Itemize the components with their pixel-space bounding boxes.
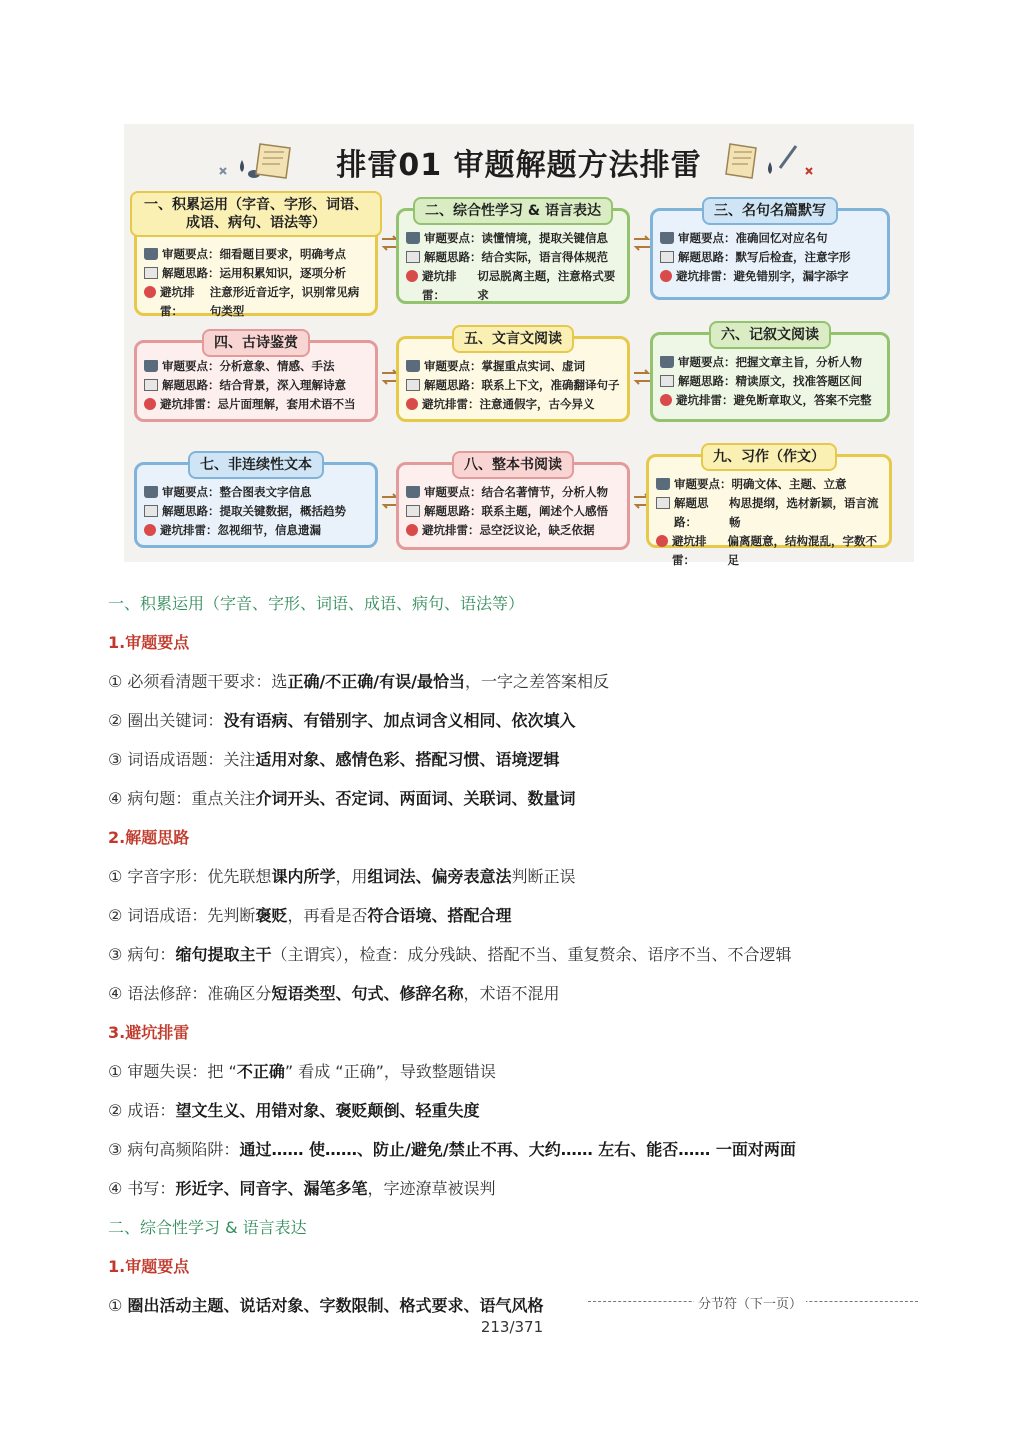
pencil-icon (656, 497, 670, 509)
card-row: 审题要点： 分析意象、情感、手法 (144, 357, 369, 376)
card-row: 避坑排雷： 切忌脱离主题，注意格式要求 (406, 267, 621, 305)
subheading-2: 2.解题思路 (108, 828, 190, 847)
scroll-brush-decoration-icon (722, 138, 822, 182)
card-9-rows (656, 475, 883, 570)
card-row: 解题思路： 结合背景，深入理解诗意 (144, 376, 369, 395)
card-6-title: 六、记叙文阅读 (709, 321, 831, 349)
card-row: 审题要点： 结合名著情节，分析人物 (406, 483, 621, 502)
section-break-label: 分节符（下一页） (694, 1293, 806, 1312)
card-8-title: 八、整本书阅读 (452, 451, 574, 479)
warning-icon (660, 394, 672, 406)
subheading-3: 3.避坑排雷 (108, 1023, 190, 1042)
pencil-icon (144, 379, 158, 391)
card-row: 避坑排雷： 忌片面理解，套用术语不当 (144, 395, 369, 414)
card-row: 审题要点： 明确文体、主题、立意 (656, 475, 883, 494)
card-row: 解题思路： 构思提纲，选材新颖，语言流畅 (656, 494, 883, 532)
card-1 (134, 196, 378, 316)
book-icon (144, 486, 158, 498)
card-row: 避坑排雷： 忽视细节，信息遗漏 (144, 521, 369, 540)
list-item: ④ 书写：形近字、同音字、漏笔多笔，字迹潦草被误判 (108, 1179, 496, 1198)
double-arrow-icon (632, 234, 652, 252)
card-2-rows (406, 229, 621, 305)
card-4-rows (144, 357, 369, 414)
card-row: 解题思路： 运用积累知识，逐项分析 (144, 264, 369, 283)
infographic (124, 124, 914, 567)
card-row: 解题思路： 联系主题，阐述个人感悟 (406, 502, 621, 521)
pencil-icon (144, 505, 158, 517)
list-item: ③ 词语成语题：关注适用对象、感情色彩、搭配习惯、语境逻辑 (108, 750, 560, 769)
card-row: 解题思路： 结合实际，语言得体规范 (406, 248, 621, 267)
card-5-title: 五、文言文阅读 (452, 325, 574, 353)
card-row: 避坑排雷： 避免错别字，漏字添字 (660, 267, 881, 286)
warning-icon (406, 398, 418, 410)
section-heading-1: 一、积累运用（字音、字形、词语、成语、病句、语法等） (108, 594, 525, 613)
pencil-icon (406, 379, 420, 391)
list-item: ④ 语法修辞：准确区分短语类型、句式、修辞名称，术语不混用 (108, 984, 560, 1003)
card-8 (396, 457, 630, 550)
pencil-icon (660, 251, 674, 263)
pencil-icon (660, 375, 674, 387)
card-row: 解题思路： 联系上下文，准确翻译句子 (406, 376, 621, 395)
card-row: 避坑排雷： 注意形近音近字，识别常见病句类型 (144, 283, 369, 321)
card-row: 避坑排雷： 注意通假字，古今异义 (406, 395, 621, 414)
card-8-rows (406, 483, 621, 540)
book-icon (144, 360, 158, 372)
book-icon (406, 360, 420, 372)
subheading-4: 1.审题要点 (108, 1257, 190, 1276)
subheading-1: 1.审题要点 (108, 633, 190, 652)
card-row: 审题要点： 整合图表文字信息 (144, 483, 369, 502)
card-3-title: 三、名句名篇默写 (702, 197, 838, 225)
card-row: 解题思路： 提取关键数据，概括趋势 (144, 502, 369, 521)
section-heading-2: 二、综合性学习 & 语言表达 (108, 1218, 307, 1237)
card-1-rows (144, 245, 369, 321)
card-row: 避坑排雷： 忌空泛议论，缺乏依据 (406, 521, 621, 540)
card-row: 审题要点： 细看题目要求，明确考点 (144, 245, 369, 264)
warning-icon (406, 524, 418, 536)
card-3 (650, 203, 890, 300)
list-item: ① 审题失误：把 “不正确” 看成 “正确”，导致整题错误 (108, 1062, 496, 1081)
book-icon (660, 232, 674, 244)
card-2 (396, 203, 630, 304)
card-2-title: 二、综合性学习 & 语言表达 (413, 197, 613, 225)
card-row: 审题要点： 读懂情境，提取关键信息 (406, 229, 621, 248)
list-item: ① 圈出活动主题、说话对象、字数限制、格式要求、语气风格 (108, 1296, 544, 1315)
card-row: 审题要点： 掌握重点实词、虚词 (406, 357, 621, 376)
list-item: ③ 病句：缩句提取主干（主谓宾），检查：成分残缺、搭配不当、重复赘余、语序不当、不合逻辑 (108, 945, 792, 964)
card-3-rows (660, 229, 881, 286)
book-icon (406, 232, 420, 244)
double-arrow-icon (632, 368, 652, 386)
card-row: 避坑排雷： 避免断章取义，答案不完整 (660, 391, 881, 410)
card-4-title: 四、古诗鉴赏 (202, 329, 310, 357)
list-item: ① 必须看清题干要求：选正确/不正确/有误/最恰当，一字之差答案相反 (108, 672, 609, 691)
warning-icon (656, 535, 668, 547)
card-4 (134, 335, 378, 422)
pencil-icon (144, 267, 158, 279)
book-icon (406, 486, 420, 498)
pencil-icon (406, 505, 420, 517)
warning-icon (144, 286, 156, 298)
card-9-title: 九、习作（作文） (701, 443, 837, 471)
card-row: 审题要点： 把握文章主旨，分析人物 (660, 353, 881, 372)
list-item: ② 成语：望文生义、用错对象、褒贬颠倒、轻重失度 (108, 1101, 480, 1120)
card-7-rows (144, 483, 369, 540)
card-row: 审题要点： 准确回忆对应名句 (660, 229, 881, 248)
list-item: ① 字音字形：优先联想课内所学，用组词法、偏旁表意法判断正误 (108, 867, 576, 886)
card-6-rows (660, 353, 881, 410)
warning-icon (660, 270, 672, 282)
card-7-title: 七、非连续性文本 (188, 451, 324, 479)
card-row: 解题思路： 默写后检查，注意字形 (660, 248, 881, 267)
list-item: ② 圈出关键词：没有语病、有错别字、加点词含义相同、依次填入 (108, 711, 576, 730)
infographic-title: 排雷01 审题解题方法排雷 (336, 148, 702, 183)
card-5 (396, 331, 630, 422)
warning-icon (406, 270, 418, 282)
card-7 (134, 457, 378, 548)
book-icon (656, 478, 670, 490)
card-row: 避坑排雷： 偏离题意，结构混乱，字数不足 (656, 532, 883, 570)
card-5-rows (406, 357, 621, 414)
card-6 (650, 327, 890, 422)
warning-icon (144, 524, 156, 536)
card-9 (646, 449, 892, 567)
list-item: ② 词语成语：先判断褒贬，再看是否符合语境、搭配合理 (108, 906, 512, 925)
list-item: ③ 病句高频陷阱：通过…… 使……、防止/避免/禁止不再、大约…… 左右、能否…… 一面对两面 (108, 1140, 796, 1159)
book-icon (660, 356, 674, 368)
book-icon (144, 248, 158, 260)
card-1-title: 一、积累运用（字音、字形、词语、成语、病句、语法等） (130, 191, 382, 237)
pencil-icon (406, 251, 420, 263)
page-number: 213/371 (480, 1318, 544, 1336)
list-item: ④ 病句题：重点关注介词开头、否定词、两面词、关联词、数量词 (108, 789, 576, 808)
warning-icon (144, 398, 156, 410)
card-row: 解题思路： 精读原文，找准答题区间 (660, 372, 881, 391)
